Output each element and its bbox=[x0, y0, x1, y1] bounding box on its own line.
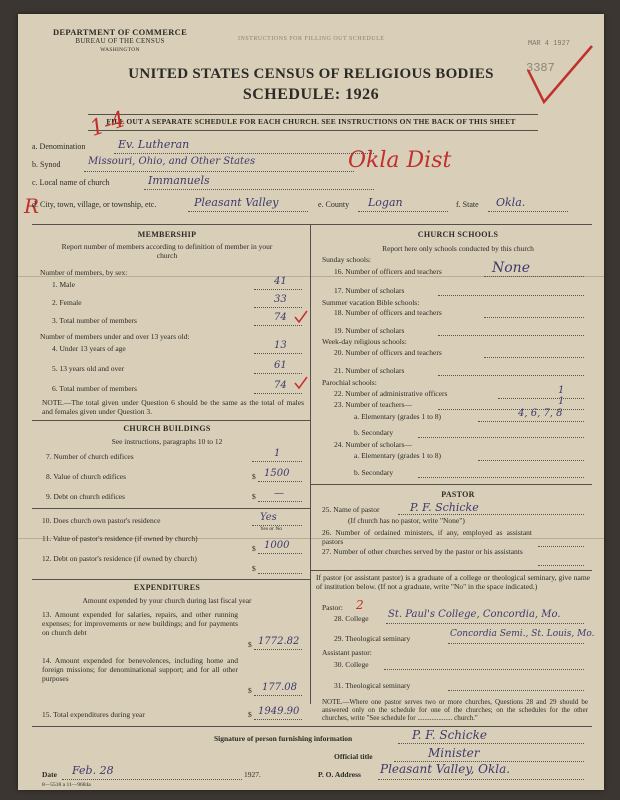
q17-label: 17. Number of scholars bbox=[334, 286, 405, 295]
header-rule bbox=[88, 130, 538, 131]
pastor-note: NOTE.—Where one pastor serves two or more churches, Questions 28 and 29 should be answered only on the schedule for one of the churches; on the schedules for the other churches, write "See schedule for .................... church." bbox=[322, 698, 588, 722]
fill-line bbox=[438, 375, 584, 376]
q24b-label: b. Secondary bbox=[354, 468, 394, 477]
q8-label: 8. Value of church edifices bbox=[46, 472, 127, 481]
fill-line bbox=[448, 690, 584, 691]
membership-subheading: Report number of members according to definition of member in your church bbox=[61, 242, 273, 260]
fill-line bbox=[358, 211, 448, 212]
red-tick-icon bbox=[294, 310, 308, 324]
fill-line bbox=[254, 289, 302, 290]
q11-label: 11. Value of pastor's residence (if owned by church) bbox=[42, 534, 198, 543]
official-title-label: Official title bbox=[334, 752, 373, 761]
received-stamp-date: MAR 4 1927 bbox=[528, 40, 571, 48]
fill-line bbox=[254, 393, 302, 394]
fill-line bbox=[384, 669, 584, 670]
sunday-schools-label: Sunday schools: bbox=[322, 255, 371, 264]
fill-line bbox=[258, 553, 302, 554]
q31-label: 31. Theological seminary bbox=[334, 681, 411, 690]
q14-label: 14. Amount expended for benevolences, including home and foreign missions; for denominational support; and for all other purposes bbox=[42, 656, 238, 683]
section-rule bbox=[32, 579, 310, 580]
q30-label: 30. College bbox=[334, 660, 369, 669]
red-annotation-number: 1-4 bbox=[87, 107, 129, 142]
dollar-sign: $ bbox=[252, 544, 256, 553]
buildings-subheading: See instructions, paragraphs 10 to 12 bbox=[111, 437, 223, 446]
q14-value: 177.08 bbox=[262, 682, 297, 693]
q24-label: 24. Number of scholars— bbox=[334, 440, 412, 449]
date-value: Feb. 28 bbox=[72, 764, 114, 777]
buildings-heading: CHURCH BUILDINGS bbox=[123, 424, 211, 433]
fill-line bbox=[438, 295, 584, 296]
q6-value: 74 bbox=[274, 380, 287, 391]
fill-line bbox=[484, 357, 584, 358]
red-annotation-r: R bbox=[24, 194, 40, 218]
q28-value: St. Paul's College, Concordia, Mo. bbox=[388, 609, 561, 620]
fill-line bbox=[498, 398, 584, 399]
q1-label: 1. Male bbox=[52, 280, 75, 289]
fill-line bbox=[254, 695, 302, 696]
q10-hint: Yes or No bbox=[260, 526, 283, 532]
dollar-sign: $ bbox=[252, 564, 256, 573]
fill-line bbox=[258, 481, 302, 482]
section-rule bbox=[32, 726, 592, 727]
section-rule bbox=[310, 570, 592, 571]
q9-label: 9. Debt on church edifices bbox=[46, 492, 125, 501]
faint-header-text: INSTRUCTIONS FOR FILLING OUT SCHEDULE bbox=[238, 36, 385, 42]
fill-line bbox=[254, 719, 302, 720]
section-rule bbox=[310, 484, 592, 485]
official-title-value: Minister bbox=[428, 746, 480, 760]
dept-line2: BUREAU OF THE CENSUS bbox=[75, 37, 165, 45]
fill-line bbox=[484, 276, 584, 277]
q4-value: 13 bbox=[274, 340, 287, 351]
q29-label: 29. Theological seminary bbox=[334, 634, 411, 643]
q25-value: P. F. Schicke bbox=[410, 501, 479, 514]
q16-label: 16. Number of officers and teachers bbox=[334, 267, 442, 276]
state-value: Okla. bbox=[496, 196, 526, 209]
local-name-label: c. Local name of church bbox=[32, 178, 110, 187]
q26-label: 26. Number of ordained ministers, if any, employed as assistant pastors bbox=[322, 528, 532, 546]
fill-line bbox=[254, 373, 302, 374]
section-rule bbox=[32, 508, 310, 509]
address-value: Pleasant Valley, Okla. bbox=[380, 762, 511, 776]
fill-line bbox=[84, 171, 354, 172]
city-label: d. City, town, village, or township, etc. bbox=[32, 200, 157, 209]
dollar-sign: $ bbox=[252, 472, 256, 481]
q1-value: 41 bbox=[274, 276, 287, 287]
synod-value: Missouri, Ohio, and Other States bbox=[88, 156, 256, 167]
fill-line bbox=[538, 546, 584, 547]
red-annotation-okla: Okla Dist bbox=[348, 148, 452, 173]
form-title: UNITED STATES CENSUS OF RELIGIOUS BODIES bbox=[128, 66, 494, 82]
members-under-over: Number of members under and over 13 years old: bbox=[40, 332, 190, 341]
city-value: Pleasant Valley bbox=[194, 196, 279, 209]
q13-value: 1772.82 bbox=[258, 636, 300, 647]
section-rule bbox=[32, 420, 310, 421]
fill-line bbox=[418, 477, 584, 478]
q2-label: 2. Female bbox=[52, 298, 82, 307]
dollar-sign: $ bbox=[252, 492, 256, 501]
fill-line bbox=[484, 317, 584, 318]
address-label: P. O. Address bbox=[318, 770, 361, 779]
dollar-sign: $ bbox=[248, 640, 252, 649]
fill-line bbox=[252, 461, 302, 462]
parochial-schools-label: Parochial schools: bbox=[322, 378, 377, 387]
q8-value: 1500 bbox=[264, 468, 290, 479]
q24a-value: 4, 6, 7, 8 bbox=[518, 408, 563, 419]
weekday-schools-label: Week-day religious schools: bbox=[322, 337, 407, 346]
schedule-title: SCHEDULE: 1926 bbox=[242, 86, 380, 103]
dept-line3: WASHINGTON bbox=[100, 47, 140, 53]
header-rule bbox=[88, 114, 538, 115]
graduate-note: If pastor (or assistant pastor) is a graduate of a college or theological seminary, give name of institution below. (If not a graduate, write "No" in the space indicated.) bbox=[316, 573, 590, 591]
fill-line bbox=[478, 460, 584, 461]
q3-value: 74 bbox=[274, 312, 287, 323]
assistant-pastor-label: Assistant pastor: bbox=[322, 648, 372, 657]
q23b-label: b. Secondary bbox=[354, 428, 394, 437]
q22-label: 22. Number of administrative officers bbox=[334, 389, 448, 398]
fill-line bbox=[438, 335, 584, 336]
pastor-heading: PASTOR bbox=[441, 490, 475, 499]
q28-label: 28. College bbox=[334, 614, 369, 623]
q7-label: 7. Number of church edifices bbox=[46, 452, 134, 461]
fill-line bbox=[258, 573, 302, 574]
column-divider bbox=[310, 224, 311, 704]
q15-value: 1949.90 bbox=[258, 706, 300, 717]
fill-line bbox=[398, 743, 584, 744]
fill-line bbox=[538, 565, 584, 566]
q18-label: 18. Number of officers and teachers bbox=[334, 308, 442, 317]
fill-line bbox=[254, 307, 302, 308]
dollar-sign: $ bbox=[248, 686, 252, 695]
membership-heading: MEMBERSHIP bbox=[137, 230, 197, 239]
fill-line bbox=[254, 325, 302, 326]
q29-value: Concordia Semi., St. Louis, Mo. bbox=[450, 629, 595, 639]
fill-line bbox=[398, 514, 584, 515]
q16-value: None bbox=[492, 260, 530, 276]
fill-line bbox=[258, 501, 302, 502]
red-check-icon bbox=[518, 40, 598, 110]
census-schedule-sheet bbox=[18, 14, 604, 790]
q24a-label: a. Elementary (grades 1 to 8) bbox=[354, 451, 442, 460]
q9-value: — bbox=[274, 488, 284, 499]
denomination-label: a. Denomination bbox=[32, 142, 86, 151]
q12-label: 12. Debt on pastor's residence (if owned by church) bbox=[42, 554, 197, 563]
fill-line bbox=[448, 643, 584, 644]
fill-line bbox=[418, 437, 584, 438]
q20-label: 20. Number of officers and teachers bbox=[334, 348, 442, 357]
instruction-line: FILL OUT A SEPARATE SCHEDULE FOR EACH CHURCH. SEE INSTRUCTIONS ON THE BACK OF THIS SHEET bbox=[106, 117, 516, 126]
q5-label: 5. 13 years old and over bbox=[52, 364, 125, 373]
q7-value: 1 bbox=[274, 448, 281, 459]
section-rule bbox=[32, 224, 592, 225]
q2-value: 33 bbox=[274, 294, 287, 305]
fill-line bbox=[254, 353, 302, 354]
fill-line bbox=[114, 153, 374, 154]
q6-label: 6. Total number of members bbox=[52, 384, 137, 393]
dollar-sign: $ bbox=[248, 710, 252, 719]
date-label: Date bbox=[42, 770, 57, 779]
q10-value: Yes bbox=[260, 512, 277, 523]
fill-line bbox=[254, 649, 302, 650]
q10-label: 10. Does church own pastor's residence bbox=[42, 516, 161, 525]
q25-label: 25. Name of pastor bbox=[322, 505, 380, 514]
summer-schools-label: Summer vacation Bible schools: bbox=[322, 298, 420, 307]
dept-line1: DEPARTMENT OF COMMERCE bbox=[52, 27, 188, 37]
q19-label: 19. Number of scholars bbox=[334, 326, 405, 335]
signature-value: P. F. Schicke bbox=[412, 728, 487, 742]
q23-label: 23. Number of teachers— bbox=[334, 400, 412, 409]
q11-value: 1000 bbox=[264, 540, 290, 551]
q5-value: 61 bbox=[274, 360, 287, 371]
q27-label: 27. Number of other churches served by the pastor or his assistants bbox=[322, 547, 523, 556]
department-block bbox=[40, 28, 200, 55]
q15-label: 15. Total expenditures during year bbox=[42, 710, 145, 719]
membership-note: NOTE.—The total given under Question 6 should be the same as the total of males and females given under Question 3. bbox=[42, 398, 304, 416]
fill-line bbox=[144, 189, 374, 190]
members-by-sex: Number of members, by sex: bbox=[40, 268, 128, 277]
state-label: f. State bbox=[456, 200, 479, 209]
q4-label: 4. Under 13 years of age bbox=[52, 344, 126, 353]
q22-value: 1 bbox=[558, 385, 565, 396]
q23a-value: 1 bbox=[558, 396, 565, 407]
q3-label: 3. Total number of members bbox=[52, 316, 137, 325]
schools-heading: CHURCH SCHOOLS bbox=[417, 230, 499, 239]
q25-hint: (If church has no pastor, write "None") bbox=[348, 516, 465, 525]
local-name-value: Immanuels bbox=[148, 174, 210, 187]
expenditures-subheading: Amount expended by your church during last fiscal year bbox=[82, 596, 252, 605]
schools-subheading: Report here only schools conducted by this church bbox=[382, 244, 534, 253]
fill-line bbox=[62, 779, 242, 780]
q28-red-mark: 2 bbox=[356, 598, 364, 612]
pastor-subheading: Pastor: bbox=[322, 603, 343, 612]
red-tick-icon bbox=[294, 376, 308, 390]
expenditures-heading: EXPENDITURES bbox=[133, 583, 201, 592]
fill-line bbox=[478, 421, 584, 422]
fill-line bbox=[488, 211, 568, 212]
fill-line bbox=[378, 779, 584, 780]
synod-label: b. Synod bbox=[32, 160, 61, 169]
county-label: e. County bbox=[318, 200, 350, 209]
q21-label: 21. Number of scholars bbox=[334, 366, 405, 375]
received-stamp-number: 3387 bbox=[526, 61, 555, 75]
county-value: Logan bbox=[368, 196, 403, 209]
signature-label: Signature of person furnishing information bbox=[214, 734, 353, 743]
form-number: 8—5518 a 11—9684a bbox=[42, 782, 91, 788]
fill-line bbox=[188, 211, 308, 212]
fill-line bbox=[386, 623, 584, 624]
q13-label: 13. Amount expended for salaries, repairs, and other running expenses; for improvements or new buildings; and for payments on church debt bbox=[42, 610, 238, 637]
year-label: 1927. bbox=[244, 770, 261, 779]
denomination-value: Ev. Lutheran bbox=[118, 138, 190, 151]
q23a-label: a. Elementary (grades 1 to 8) bbox=[354, 412, 442, 421]
